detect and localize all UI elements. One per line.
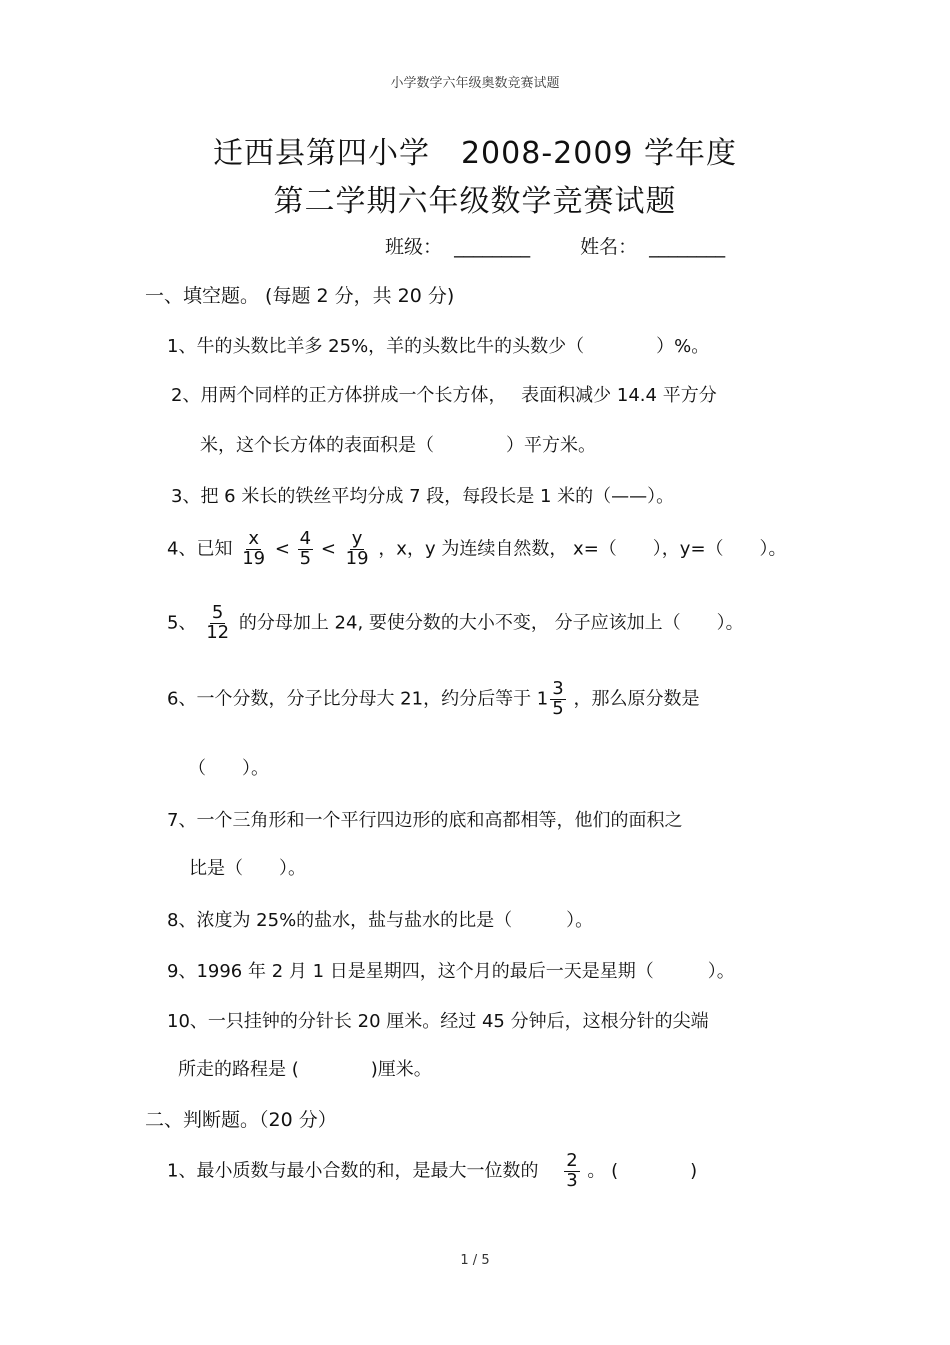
less-than-sign: < (320, 538, 336, 560)
title-line-1: 迁西县第四小学 2008-2009 学年度 (212, 136, 738, 171)
question-7-line-1: 7、一个三角形和一个平行四边形的底和高都相等，他们的面积之 (167, 810, 683, 831)
question-8: 8、浓度为 25%的盐水，盐与盐水的比是（ ）。 (167, 910, 594, 931)
fraction-x-over-19: $\frac{x}{19}$ (242, 528, 266, 569)
class-blank: ________ (454, 236, 531, 258)
judgment-1 (167, 1152, 697, 1191)
q4-suffix: ，x，y 为连续自然数， x=（ ），y=（ ）。 (378, 538, 787, 560)
question-4 (167, 530, 787, 569)
question-10-line-1: 10、一只挂钟的分针长 20 厘米。经过 45 分钟后，这根分针的尖端 (167, 1011, 709, 1032)
fraction-y-over-19: $\frac{y}{19}$ (345, 528, 369, 569)
fraction-4-over-5: $\frac{4}{5}$ (299, 528, 312, 569)
fraction-3-over-5: $\frac{3}{5}$ (552, 678, 564, 719)
name-blank: ________ (649, 236, 726, 258)
q5-suffix: 的分母加上 24, 要使分数的大小不变， 分子应该加上（ ）。 (238, 612, 744, 634)
fraction-2-over-3: $\frac{2}{3}$ (566, 1150, 578, 1191)
question-1: 1、牛的头数比羊多 25%，羊的头数比牛的头数少（ ）%。 (167, 336, 710, 357)
section-1-heading: 一、填空题。 (每题 2 分，共 20 分) (145, 285, 455, 307)
question-7-line-2: 比是（ ）。 (189, 858, 306, 879)
question-9: 9、1996 年 2 月 1 日是星期四，这个月的最后一天是星期（ ）。 (167, 961, 735, 982)
fraction-5-over-12: $\frac{5}{12}$ (206, 602, 230, 643)
question-5 (167, 604, 744, 643)
question-10-line-2: 所走的路程是 ( )厘米。 (178, 1059, 432, 1080)
question-2-line-2: 米，这个长方体的表面积是（ ）平方米。 (200, 435, 596, 456)
title-line-2: 第二学期六年级数学竞赛试题 (273, 184, 677, 219)
page-header: 小学数学六年级奥数竞赛试题 (390, 76, 560, 91)
page-number: 1 / 5 (460, 1253, 490, 1268)
q5-prefix: 5、 (167, 612, 197, 634)
j1-prefix: 1、最小质数与最小合数的和，是最大一位数的 (167, 1160, 539, 1182)
student-info (385, 232, 725, 259)
q6-suffix: ，那么原分数是 (573, 688, 700, 710)
question-6-answer: （ ）。 (188, 758, 269, 779)
name-label: 姓名： (580, 236, 638, 258)
question-3: 3、把 6 米长的铁丝平均分成 7 段，每段长是 1 米的（——）。 (171, 486, 675, 507)
q4-prefix: 4、已知 (167, 538, 233, 560)
class-label: 班级： (385, 236, 443, 258)
j1-suffix: 。 ( ) (587, 1160, 698, 1182)
question-6 (167, 680, 699, 719)
q6-prefix: 6、一个分数，分子比分母大 21，约分后等于 1 (167, 688, 549, 710)
less-than-sign: < (274, 538, 290, 560)
section-2-heading: 二、判断题。（20 分） (145, 1109, 337, 1131)
question-2-line-1: 2、用两个同样的正方体拼成一个长方体， 表面积减少 14.4 平方分 (171, 385, 717, 406)
